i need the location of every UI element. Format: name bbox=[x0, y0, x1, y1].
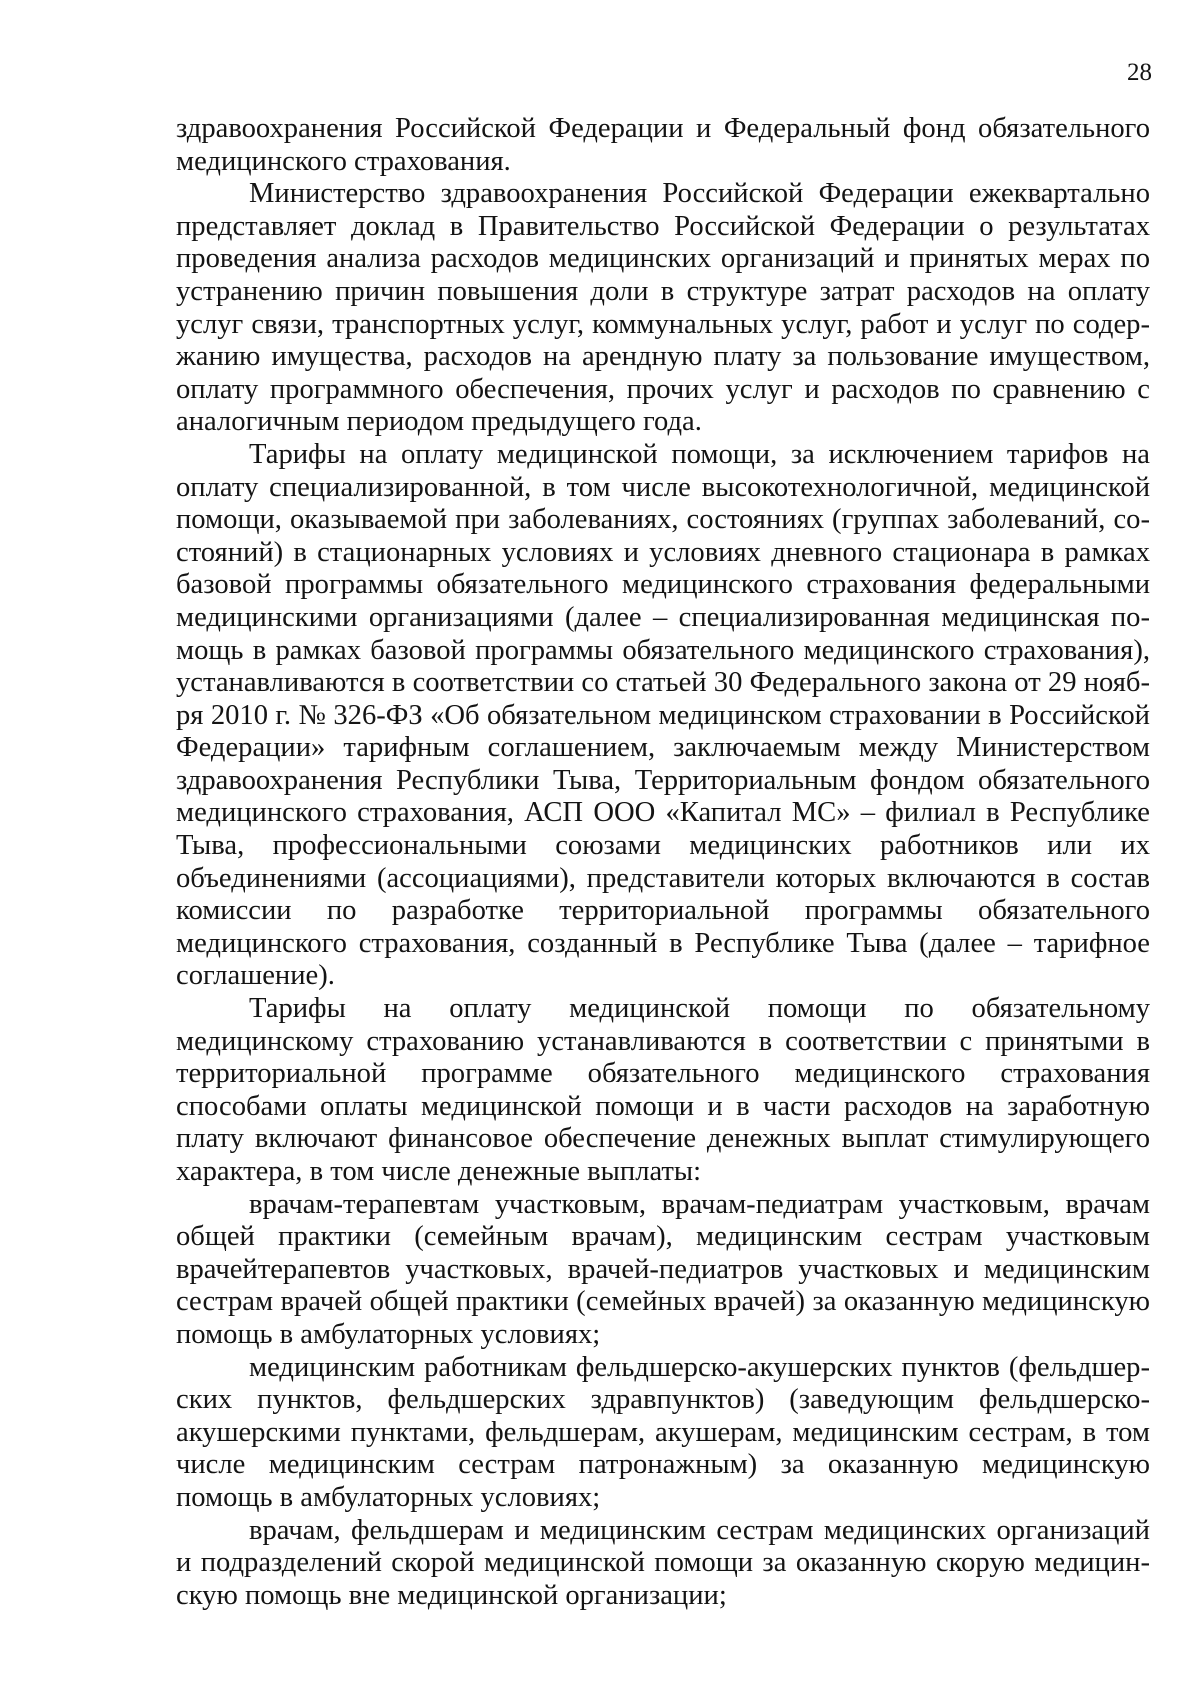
paragraph-3: Тарифы на оплату медицинской помощи, за исключением тарифов на оплату специализированной, в том числе высокотехнологичной, медицинской помощи, оказываемой при заболеваниях, состояниях (группах заболеваний, состояний) в стационарных условиях и условиях дневного стационара в рамках базовой программы обязательного медицинского страхования федеральными медицинскими организациями (далее – специализированная медицинская помощь в рамках базовой программы обязательного медицинского страхования), устанавливаются в соответствии со статьей 30 Федерального закона от 29 ноября 2010 г. № 326-ФЗ «Об обязательном медицинском страховании в Российской Федерации» тарифным соглашением, заключаемым между Министерством здравоохранения Республики Тыва, Территориальным фондом обязательного медицинского страхования, АСП ООО «Капитал МС» – филиал в Республике Тыва, профессиональными союзами медицинских работников или их объединениями (ассоциациями), представители которых включаются в состав комиссии по разработке территориальной программы обязательного медицинского страхования, созданный в Республике Тыва (далее – тарифное соглашение). bbox=[176, 438, 1150, 992]
page-number: 28 bbox=[1127, 59, 1152, 86]
paragraph-1: здравоохранения Российской Федерации и Федеральный фонд обязательного медицинского страхования. bbox=[176, 113, 1150, 177]
paragraph-7: врачам, фельдшерам и медицинским сестрам медицинских организаций и подразделений скорой медицинской помощи за оказанную скорую медицинскую помощь вне медицинской организации; bbox=[176, 1514, 1150, 1611]
paragraph-5: врачам-терапевтам участковым, врачам-педиатрам участковым, врачам общей практики (семейным врачам), медицинским сестрам участковым врачейтерапевтов участковых, врачей-педиатров участковых и медицинским сестрам врачей общей практики (семейных врачей) за оказанную медицинскую помощь в амбулаторных условиях; bbox=[176, 1188, 1150, 1350]
paragraph-4: Тарифы на оплату медицинской помощи по обязательному медицинскому страхованию устанавливаются в соответствии с принятыми в территориальной программе обязательного медицинского страхования способами оплаты медицинской помощи и в части расходов на заработную плату включают финансовое обеспечение денежных выплат стимулирующего характера, в том числе денежные выплаты: bbox=[176, 993, 1150, 1187]
paragraph-2: Министерство здравоохранения Российской Федерации ежеквартально представляет доклад в Правительство Российской Федерации о результатах проведения анализа расходов медицинских организаций и принятых мерах по устранению причин повышения доли в структуре затрат расходов на оплату услуг связи, транспортных услуг, коммунальных услуг, работ и услуг по содержанию имущества, расходов на арендную плату за пользование имуществом, оплату программного обеспечения, прочих услуг и расходов по сравнению с аналогичным периодом предыдущего года. bbox=[176, 178, 1150, 438]
paragraph-6: медицинским работникам фельдшерско-акушерских пунктов (фельдшерских пунктов, фельдшерских здравпунктов) (заведующим фельдшерскоакушерскими пунктами, фельдшерам, акушерам, медицинским сестрам, в том числе медицинским сестрам патронажным) за оказанную медицинскую помощь в амбулаторных условиях; bbox=[176, 1351, 1150, 1513]
document-body bbox=[176, 113, 1150, 1612]
